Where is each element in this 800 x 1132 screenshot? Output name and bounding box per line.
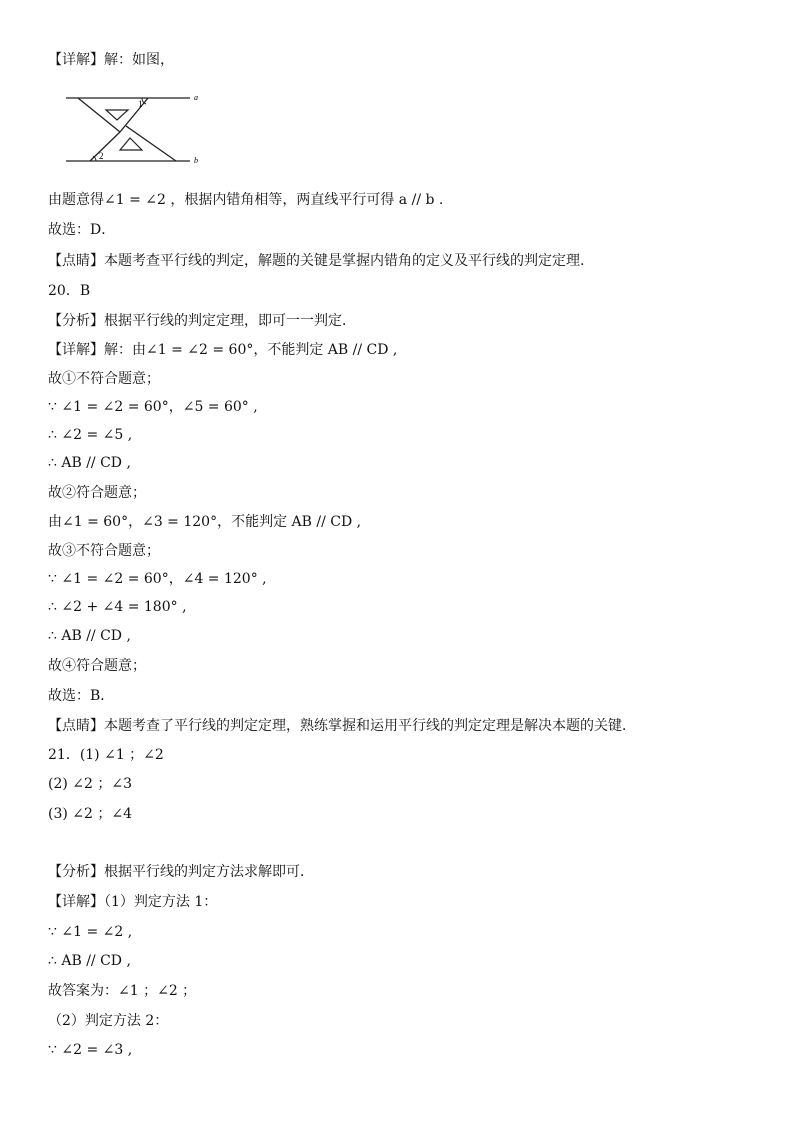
- text-line: 故②符合题意；: [48, 485, 146, 501]
- text-line: (3) ∠2 ；∠4: [48, 806, 133, 822]
- text-line: ∴ ∠2 = ∠5 ,: [48, 427, 133, 443]
- text-line: ∵ ∠1 = ∠2 ,: [48, 924, 133, 940]
- text-line: 【分析】根据平行线的判定定理，即可一一判定．: [48, 313, 356, 329]
- text-line: ∵ ∠2 = ∠3 ,: [48, 1042, 133, 1058]
- text-line: ∴ ∠2 + ∠4 = 180° ,: [48, 599, 187, 615]
- text-line: 故答案为：∠1 ；∠2 ；: [48, 983, 197, 999]
- triangle-upper-left-edge: [78, 98, 120, 132]
- text-line: （2）判定方法 2：: [48, 1013, 169, 1029]
- text-line: 故④符合题意；: [48, 658, 146, 674]
- text-line: 【详解】解：由∠1 = ∠2 = 60°，不能判定 AB // CD ,: [48, 342, 398, 358]
- inner-triangle-upper: [106, 110, 128, 120]
- label-angle-1: 1: [138, 99, 143, 109]
- text-line: 由题意得∠1 = ∠2 ，根据内错角相等，两直线平行可得 a // b .: [48, 192, 444, 208]
- label-line-b: b: [194, 156, 198, 165]
- label-angle-2: 2: [99, 151, 104, 161]
- question-number: 20．B: [48, 283, 91, 299]
- label-line-a: a: [194, 93, 198, 102]
- parallel-lines-figure: [62, 86, 212, 166]
- text-line: 故选：B．: [48, 688, 115, 704]
- text-line: 由∠1 = 60°，∠3 = 120°，不能判定 AB // CD ,: [48, 514, 362, 530]
- text-line: 故③不符合题意；: [48, 543, 160, 559]
- text-line: 【详解】（1）判定方法 1：: [48, 894, 218, 910]
- detail-heading: 【详解】解：如图，: [48, 52, 174, 68]
- text-line: ∵ ∠1 = ∠2 = 60°，∠5 = 60° ,: [48, 399, 258, 415]
- text-line: ∵ ∠1 = ∠2 = 60°，∠4 = 120° ,: [48, 571, 267, 587]
- text-line: 【点睛】本题考查平行线的判定，解题的关键是掌握内错角的定义及平行线的判定定理.: [48, 253, 585, 269]
- text-line: 故选：D．: [48, 222, 116, 238]
- text-line: (2) ∠2 ；∠3: [48, 776, 133, 792]
- text-line: 故①不符合题意；: [48, 371, 160, 387]
- triangle-lower-right-edge: [126, 126, 176, 161]
- text-line: 【点睛】本题考查了平行线的判定定理，熟练掌握和运用平行线的判定定理是解决本题的关键．: [48, 718, 636, 734]
- text-line: ∴ AB // CD ,: [48, 628, 131, 644]
- inner-triangle-lower: [120, 138, 142, 150]
- text-line: 【分析】根据平行线的判定方法求解即可．: [48, 864, 314, 880]
- text-line: ∴ AB // CD ,: [48, 953, 131, 969]
- question-number: 21．(1) ∠1 ；∠2: [48, 747, 164, 763]
- text-line: ∴ AB // CD ,: [48, 455, 131, 471]
